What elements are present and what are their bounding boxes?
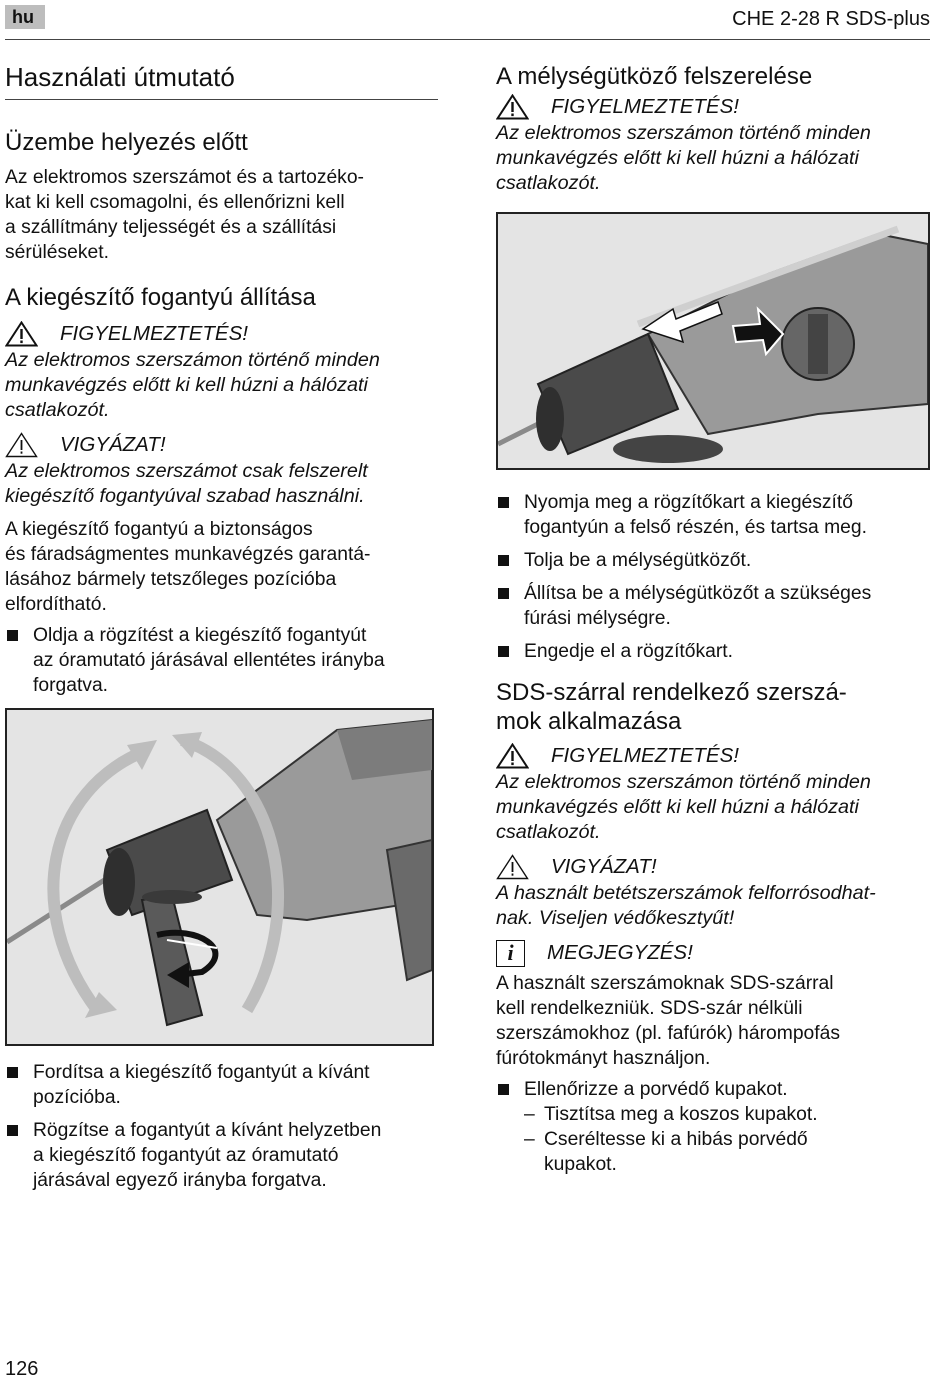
text-line: Rögzítse a fogantyút a kívánt helyzetben (33, 1120, 382, 1141)
section-heading: A mélységütköző felszerelése (496, 63, 813, 90)
page-number: 126 (5, 1358, 39, 1380)
text-line: kat ki kell csomagolni, és ellenőrizni kell (5, 192, 345, 213)
text-line: kupakot. (544, 1154, 617, 1175)
bullet-list (5, 623, 438, 698)
list-item (496, 490, 932, 540)
caution-label: VIGYÁZAT! (551, 855, 657, 878)
note-header (496, 939, 932, 967)
language-badge: hu (5, 5, 45, 29)
warning-label: FIGYELMEZTETÉS! (60, 322, 248, 345)
list-item (496, 1077, 932, 1102)
model-name: CHE 2-28 R SDS-plus (732, 8, 930, 30)
text-line: Tisztítsa meg a koszos kupakot. (544, 1104, 818, 1125)
info-icon: i (496, 940, 525, 967)
bullet-square-icon (7, 1067, 18, 1078)
text-line: sérüléseket. (5, 242, 109, 263)
bullet-square-icon (498, 1084, 509, 1095)
text-line: Az elektromos szerszámon történő minden (496, 122, 871, 144)
dash-bullet: – (524, 1129, 535, 1150)
document-title: Használati útmutató (5, 62, 438, 100)
caution-triangle-icon (496, 854, 529, 880)
sub-list-item (524, 1102, 932, 1127)
depth-stop-illustration (498, 214, 928, 468)
warning-text (496, 770, 932, 845)
list-item (496, 639, 932, 664)
text-line: járásával egyező irányba forgatva. (33, 1170, 327, 1191)
warning-header (496, 742, 932, 770)
text-line: A használt szerszámoknak SDS-szárral (496, 973, 834, 994)
text-line: Az elektromos szerszámot és a tartozéko- (5, 167, 364, 188)
text-line: fúrótokmányt használjon. (496, 1048, 711, 1069)
left-column (5, 62, 438, 1201)
text-line: az óramutató járásával ellentétes irányba (33, 650, 385, 671)
sub-list (496, 1102, 932, 1177)
caution-header (5, 431, 438, 459)
text-line: és fáradságmentes munkavégzés garantá- (5, 544, 371, 565)
text-line: Állítsa be a mélységütközőt a szükséges (524, 583, 872, 604)
text-line: kiegészítő fogantyúval szabad használni. (5, 485, 365, 507)
text-line: csatlakozót. (496, 172, 601, 194)
text-line: nak. Viseljen védőkesztyűt! (496, 907, 735, 929)
text-line: Fordítsa a kiegészítő fogantyút a kívánt (33, 1062, 370, 1083)
note-label: MEGJEGYZÉS! (547, 941, 693, 964)
text-line: Az elektromos szerszámon történő minden (496, 771, 871, 793)
section-depth-stop (496, 62, 932, 664)
note-text (496, 971, 932, 1071)
text-line: a szállítmány teljességét és a szállítási (5, 217, 337, 238)
caution-header (496, 853, 932, 881)
warning-triangle-icon (496, 94, 529, 120)
depth-stop-figure (496, 212, 930, 470)
caution-triangle-icon (5, 432, 38, 458)
caution-text (496, 881, 932, 931)
text-line: Ellenőrizze a porvédő kupakot. (524, 1079, 788, 1100)
text-line: Az elektromos szerszámon történő minden (5, 349, 380, 371)
list-item (5, 623, 438, 698)
text-line: szerszámokhoz (pl. fafúrók) hárompofás (496, 1023, 840, 1044)
bullet-square-icon (7, 1125, 18, 1136)
text-line: Nyomja meg a rögzítőkart a kiegészítő (524, 492, 853, 513)
right-column (496, 62, 932, 1177)
text-line: fúrási mélységre. (524, 608, 671, 629)
section-heading: Üzembe helyezés előtt (5, 129, 248, 156)
section-sds-tools (496, 678, 932, 1177)
bullet-square-icon (498, 555, 509, 566)
bullet-square-icon (498, 497, 509, 508)
warning-triangle-icon (496, 743, 529, 769)
text-line: Tolja be a mélységütközőt. (524, 550, 752, 571)
bullet-list (496, 1077, 932, 1102)
list-item (496, 548, 932, 573)
text-line: csatlakozót. (5, 399, 110, 421)
text-line: Az elektromos szerszámot csak felszerelt (5, 460, 368, 482)
text-line: munkavégzés előtt ki kell húzni a hálózati (5, 374, 368, 396)
text-line: A használt betétszerszámok felforrósodhat- (496, 882, 876, 904)
bullet-square-icon (498, 646, 509, 657)
dash-bullet: – (524, 1104, 535, 1125)
bullet-square-icon (7, 630, 18, 641)
text-line: csatlakozót. (496, 821, 601, 843)
warning-label: FIGYELMEZTETÉS! (551, 95, 739, 118)
text-line: forgatva. (33, 675, 109, 696)
warning-header (5, 320, 438, 348)
warning-triangle-icon (5, 321, 38, 347)
text-line: pozícióba. (33, 1087, 121, 1108)
text-line: kell rendelkezniük. SDS-szár nélküli (496, 998, 803, 1019)
bullet-square-icon (498, 588, 509, 599)
caution-text (5, 459, 438, 509)
caution-label: VIGYÁZAT! (60, 433, 166, 456)
text-line: a kiegészítő fogantyút az óramutató (33, 1145, 339, 1166)
section-heading: A kiegészítő fogantyú állítása (5, 284, 316, 311)
sub-list-item (524, 1127, 932, 1177)
bullet-list (496, 490, 932, 664)
text-line: fogantyún a felső részén, és tartsa meg. (524, 517, 867, 538)
warning-header (496, 93, 932, 121)
warning-label: FIGYELMEZTETÉS! (551, 744, 739, 767)
text-line: Cseréltesse ki a hibás porvédő (544, 1129, 808, 1150)
text-line: munkavégzés előtt ki kell húzni a hálózati (496, 796, 859, 818)
bullet-list (5, 1060, 438, 1193)
list-item (5, 1118, 438, 1193)
text-line: munkavégzés előtt ki kell húzni a hálózati (496, 147, 859, 169)
heading-line: mok alkalmazása (496, 708, 682, 735)
text-line: elfordítható. (5, 594, 107, 615)
warning-text (5, 348, 438, 423)
section-aux-handle (5, 283, 438, 1193)
text-line: lásához bármely tetszőleges pozícióba (5, 569, 337, 590)
list-item (496, 581, 932, 631)
text-line: A kiegészítő fogantyú a biztonságos (5, 519, 313, 540)
warning-text (496, 121, 932, 196)
heading-line: SDS-szárral rendelkező szerszá- (496, 679, 847, 706)
section-heading (496, 678, 932, 736)
header-divider (5, 39, 930, 40)
section-before-use (5, 128, 438, 265)
list-item (5, 1060, 438, 1110)
handle-rotation-figure (5, 708, 434, 1046)
text-line: Oldja a rögzítést a kiegészítő fogantyút (33, 625, 367, 646)
drill-handle-illustration (7, 710, 432, 1044)
text-line: Engedje el a rögzítőkart. (524, 641, 734, 662)
